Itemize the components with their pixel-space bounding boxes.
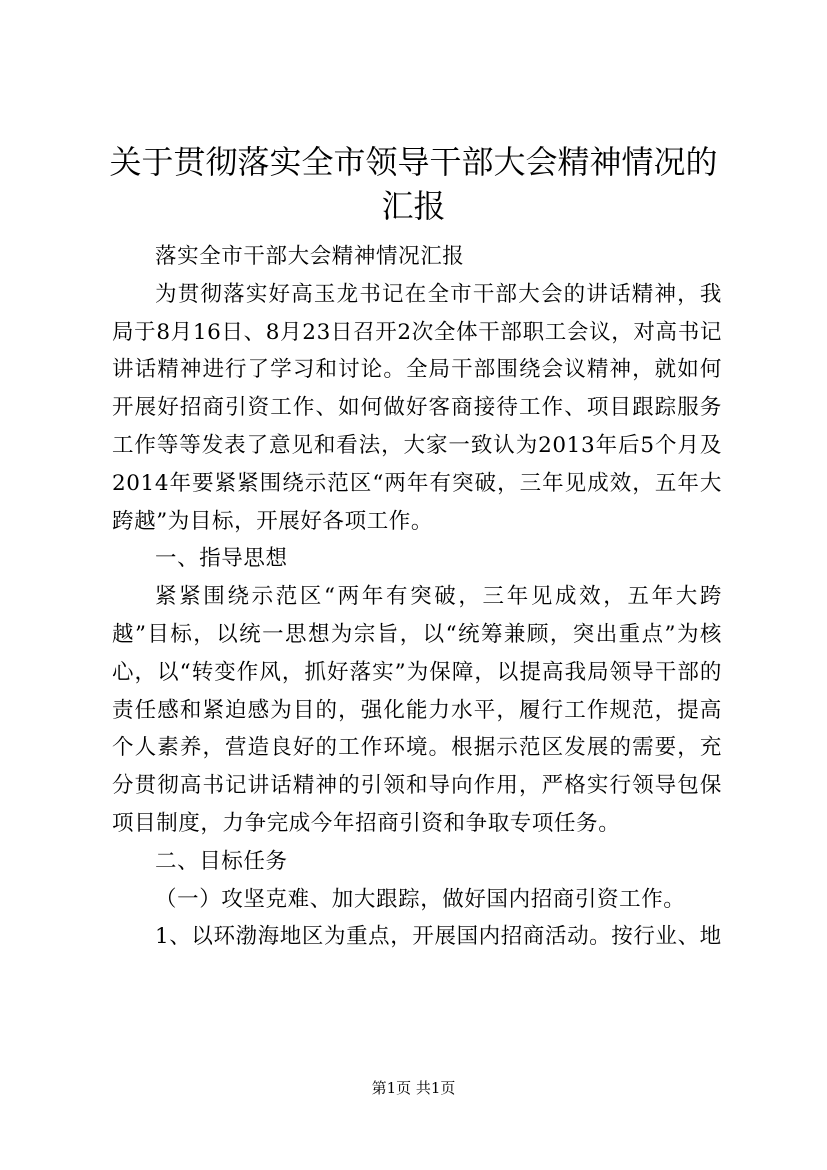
document-title: 关于贯彻落实全市领导干部大会精神情况的汇报 [109,143,718,225]
paragraph-guiding-ideology: 紧紧围绕示范区“两年有突破，三年见成效，五年大跨越”目标，以统一思想为宗旨，以“统筹兼顾，突出重点”为核心，以“转变作风，抓好落实”为保障，以提高我局领导干部的责任感和紧迫感为目的，强化能力水平，履行工作规范，提高个人素养，营造良好的工作环境。根据示范区发展的需要，充分贯彻高书记讲话精神的引领和导向作用，严格实行领导包保项目制度，力争完成今年招商引资和争取专项任务。 [112,584,722,836]
document-body [112,238,722,956]
subsection-heading-domestic-investment: （一）攻坚克难、加大跟踪，做好国内招商引资工作。 [155,886,686,912]
section-heading-objectives: 二、目标任务 [155,848,288,874]
page-footer: 第1页 共1页 [371,1079,456,1097]
paragraph-item-1: 1、以环渤海地区为重点，开展国内招商活动。按行业、地 [155,924,722,950]
paragraph-intro: 为贯彻落实好高玉龙书记在全市干部大会的讲话精神，我局于8月16日、8月23日召开2次全体干部职工会议，对高书记讲话精神进行了学习和讨论。全局干部围绕会议精神，就如何开展好招商引资工作、如何做好客商接待工作、项目跟踪服务工作等等发表了意见和看法，大家一致认为2013年后5个月及2014年要紧紧围绕示范区“两年有突破，三年见成效，五年大跨越”为目标，开展好各项工作。 [112,281,722,534]
paragraph-subtitle: 落实全市干部大会精神情况汇报 [155,244,465,269]
section-heading-guiding-ideology: 一、指导思想 [155,546,288,572]
